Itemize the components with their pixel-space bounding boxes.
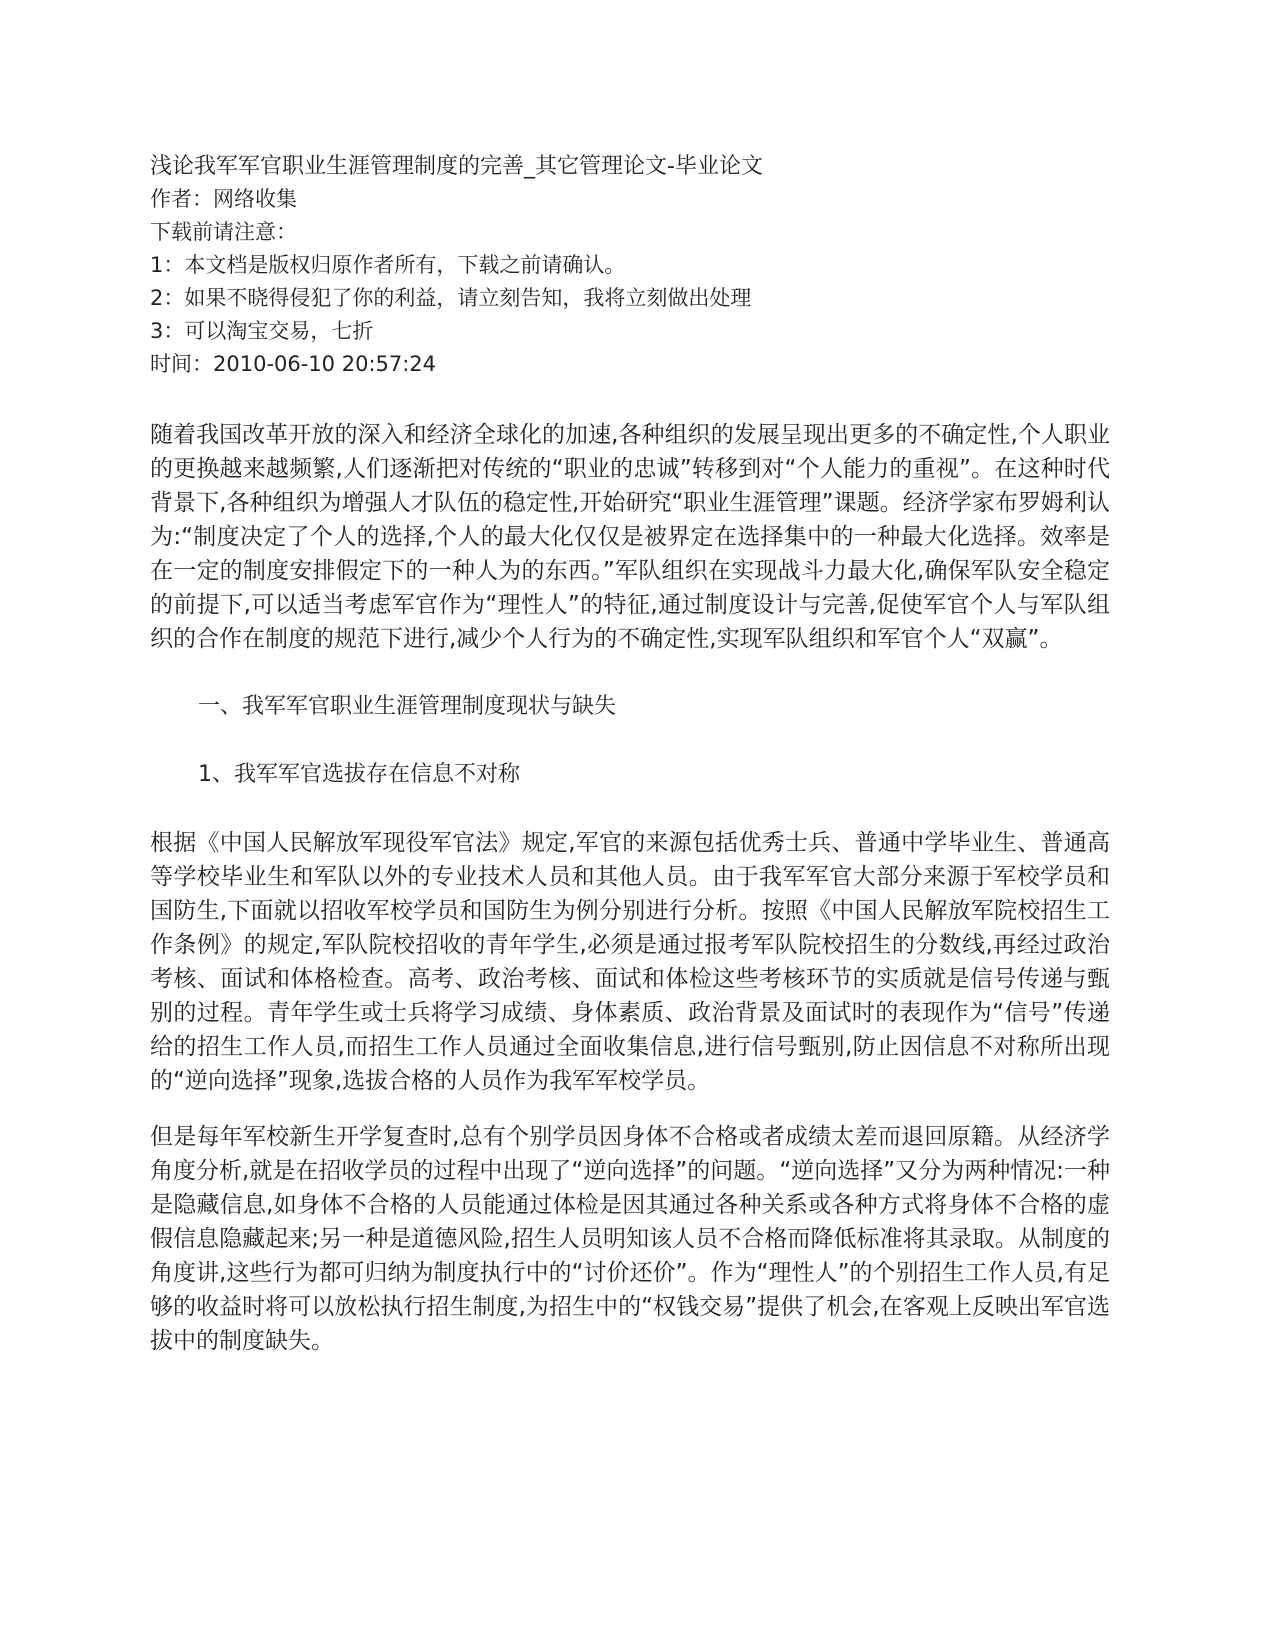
body-paragraph-intro: 随着我国改革开放的深入和经济全球化的加速,各种组织的发展呈现出更多的不确定性,个人职业的更换越来越频繁,人们逐渐把对传统的“职业的忠诚”转移到对“个人能力的重视”。在这种时代背景下,各种组织为增强人才队伍的稳定性,开始研究“职业生涯管理”课题。经济学家布罗姆利认为:“制度决定了个人的选择,个人的最大化仅仅是被界定在选择集中的一种最大化选择。效率是在一定的制度安排假定下的一种人为的东西。”军队组织在实现战斗力最大化,确保军队安全稳定的前提下,可以适当考虑军官作为“理性人”的特征,通过制度设计与完善,促使军官个人与军队组织的合作在制度的规范下进行,减少个人行为的不确定性,实现军队组织和军官个人“双赢”。 [150,422,1110,652]
section-heading: 一、我军军官职业生涯管理制度现状与缺失 [198,694,617,719]
spacer [150,1098,1110,1120]
author-line: 作者：网络收集 [150,187,297,211]
document-title: 浅论我军军官职业生涯管理制度的完善_其它管理论文-毕业论文 [150,154,763,179]
spacer [150,792,1110,826]
notice-item-2: 2：如果不晓得侵犯了你的利益，请立刻告知，我将立刻做出处理 [150,286,752,310]
subsection-heading: 1、我军军官选拔存在信息不对称 [198,762,520,787]
notice-heading: 下载前请注意： [150,220,297,244]
notice-item-1: 1：本文档是版权归原作者所有，下载之前请确认。 [150,253,626,277]
spacer [150,381,1110,418]
body-paragraph-adverse-selection: 但是每年军校新生开学复查时,总有个别学员因身体不合格或者成绩太差而退回原籍。从经济学角度分析,就是在招收学员的过程中出现了“逆向选择”的问题。“逆向选择”又分为两种情况:一种是隐藏信息,如身体不合格的人员能通过体检是因其通过各种关系或各种方式将身体不合格的虚假信息隐藏起来;另一种是道德风险,招生人员明知该人员不合格而降低标准将其录取。从制度的角度讲,这些行为都可归纳为制度执行中的“讨价还价”。作为“理性人”的个别招生工作人员,有足够的收益时将可以放松执行招生制度,为招生中的“权钱交易”提供了机会,在客观上反映出军官选拔中的制度缺失。 [150,1124,1111,1354]
timestamp-line: 时间：2010-06-10 20:57:24 [150,352,437,376]
body-paragraph-selection: 根据《中国人民解放军现役军官法》规定,军官的来源包括优秀士兵、普通中学毕业生、普通高等学校毕业生和军队以外的专业技术人员和其他人员。由于我军军官大部分来源于军校学员和国防生,下面就以招收军校学员和国防生为例分别进行分析。按照《中国人民解放军院校招生工作条例》的规定,军队院校招收的青年学生,必须是通过报考军队院校招生的分数线,再经过政治考核、面试和体格检查。高考、政治考核、面试和体检这些考核环节的实质就是信号传递与甄别的过程。青年学生或士兵将学习成绩、身体素质、政治背景及面试时的表现作为“信号”传递给的招生工作人员,而招生工作人员通过全面收集信息,进行信号甄别,防止因信息不对称所出现的“逆向选择”现象,选拔合格的人员作为我军军校学员。 [150,830,1110,1094]
spacer [150,724,1110,758]
notice-item-3: 3：可以淘宝交易，七折 [150,319,374,343]
spacer [150,656,1110,690]
document-page [150,150,1110,1358]
